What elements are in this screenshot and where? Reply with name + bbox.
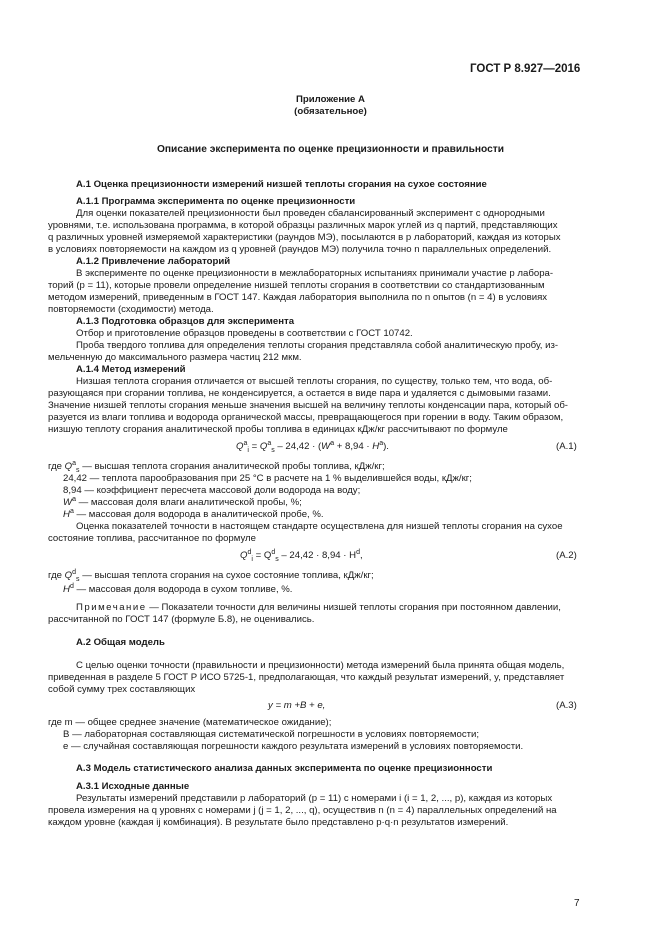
text-line: Низшая теплота сгорания отличается от высшей теплоты сгорания, по существу, только тем, что вода, об- (76, 376, 553, 387)
text-line: низшую теплоту сгорания аналитической пробы топлива в единицах кДж/кг рассчитывают по формуле (48, 424, 508, 435)
section-a2-heading: А.2 Общая модель (76, 637, 165, 648)
note-label: Примечание (76, 602, 147, 613)
equation-a1: $Q^a_i = Q^a_s - 24,42 \cdot (W^a + 8,94 \cdot H^a)$. (236, 439, 389, 454)
text-line: приведенная в разделе 5 ГОСТ Р ИСО 5725-1, предполагающая, что каждый результат измерений, y, представляет (48, 672, 565, 683)
section-a1-heading: А.1 Оценка прецизионности измерений низшей теплоты сгорания на сухое состояние (76, 179, 487, 190)
subsection-a111-heading: А.1.1 Программа эксперимента по оценке прецизионности (76, 196, 356, 207)
appendix-status: (обязательное) (294, 106, 367, 117)
equation-number: (А.1) (556, 441, 577, 452)
text-line: состояние топлива, рассчитанное по формуле (48, 533, 256, 544)
text-line: повторяемости (сходимости) метода. (48, 304, 214, 315)
appendix-title: Приложение А (296, 94, 365, 105)
standard-designation: ГОСТ Р 8.927—2016 (470, 63, 581, 75)
where-line: где $Q^a_s$ — высшая теплота сгорания аналитической пробы топлива, кДж/кг; (48, 459, 385, 474)
note: Примечание — Показатели точности для величины низшей теплоты сгорания при постоянном давлении, (76, 602, 561, 613)
where-line: $W^a$ — массовая доля влаги аналитической пробы, %; (63, 495, 302, 508)
where-line: $H^d$ — массовая доля водорода в сухом топливе, %. (63, 582, 293, 595)
text-line: q различных уровней измеряемой характеристики (раундов МЭ), посылаются в p лабораторий, каждая из которых (48, 232, 561, 243)
equation-a3: y = m +B + e, (268, 700, 326, 711)
where-line: 8,94 — коэффициент пересчета массовой доли водорода на воду; (63, 485, 361, 496)
where-line: где m — общее среднее значение (математическое ожидание); (48, 717, 332, 728)
text-line: собой сумму трех составляющих (48, 684, 196, 695)
text-line: разуется из влаги топлива и водорода органической массы, превращающегося при горении в воду. Таким образом, (48, 412, 564, 423)
text-line: каждом уровне (каждая ij комбинация). В результате было представлено p·q·n результатов измерений. (48, 817, 509, 828)
section-a3-heading: А.3 Модель статистического анализа данных эксперимента по оценке прецизионности (76, 763, 493, 774)
text-line: Оценка показателей точности в настоящем стандарте осуществлена для низшей теплоты сгорания на сухое (76, 521, 563, 532)
page-number: 7 (574, 898, 580, 909)
subsection-a31-heading: А.3.1 Исходные данные (76, 781, 190, 792)
equation-a2: $Q^d_i = Q^d_s - 24,42 \cdot 8,94 \cdot H^d$, (240, 548, 363, 563)
text-line: Проба твердого топлива для определения теплоты сгорания представляла собой аналитическую пробу, из- (76, 340, 559, 351)
text-line: С целью оценки точности (правильности и прецизионности) метода измерений была принята общая модель, (76, 660, 565, 671)
where-line: 24,42 — теплота парообразования при 25 °С в расчете на 1 % выделившейся воды, кДж/кг; (63, 473, 472, 484)
text-line: разующаяся при сгорании топлива, не конденсируется, а остается в виде пара и удаляется с дымовыми газами. (48, 388, 551, 399)
text-line: в условиях повторяемости на каждом из q уровней (раундов МЭ) получила точно n параллельных определений. (48, 244, 552, 255)
where-line: где $Q^d_s$ — высшая теплота сгорания на сухое состояние топлива, кДж/кг; (48, 568, 374, 583)
subsection-a114-heading: А.1.4 Метод измерений (76, 364, 186, 375)
text-line: провела измерения на q уровнях с номерами j (j = 1, 2, ..., q), осуществив n (n = 4) параллельных определений на (48, 805, 557, 816)
where-line: $H^a$ — массовая доля водорода в аналитической пробе, %. (63, 507, 324, 520)
note-line: рассчитанной по ГОСТ 147 (формуле Б.8), не оценивались. (48, 614, 315, 625)
text-line: Отбор и приготовление образцов проведены в соответствии с ГОСТ 10742. (76, 328, 413, 339)
text-line: уровнями, т.е. использована программа, в которой образцы различных марок углей из q партий, представляющих (48, 220, 558, 231)
text-line: мельченную до максимального размера частиц 212 мкм. (48, 352, 302, 363)
text-line: методом измерений, приведенным в ГОСТ 147. Каждая лаборатория выполнила по n опытов (n = 4) в условиях (48, 292, 548, 303)
subsection-a113-heading: А.1.3 Подготовка образцов для эксперимента (76, 316, 295, 327)
text-line: Для оценки показателей прецизионности был проведен сбалансированный эксперимент с однородными (76, 208, 545, 219)
text-line: В эксперименте по оценке прецизионности в межлабораторных испытаниях принимали участие p лабора- (76, 268, 554, 279)
equation-number: (А.2) (556, 550, 577, 561)
text-line: торий (p = 11), которые провели определение низшей теплоты сгорания в соответствии со стандартизованным (48, 280, 545, 291)
where-line: B — лабораторная составляющая систематической погрешности в условиях повторяемости; (63, 729, 480, 740)
text-line: Значение низшей теплоты сгорания меньше значения высшей на величину теплоты конденсации пара, который об- (48, 400, 569, 411)
where-line: e — случайная составляющая погрешности каждого результата измерений в условиях повторяемости. (63, 741, 524, 752)
main-title: Описание эксперимента по оценке прецизионности и правильности (156, 144, 505, 155)
equation-number: (А.3) (556, 700, 577, 711)
text-line: Результаты измерений представили p лабораторий (p = 11) с номерами i (i = 1, 2, ..., p), каждая из которых (76, 793, 553, 804)
subsection-a112-heading: А.1.2 Привлечение лабораторий (76, 256, 231, 267)
